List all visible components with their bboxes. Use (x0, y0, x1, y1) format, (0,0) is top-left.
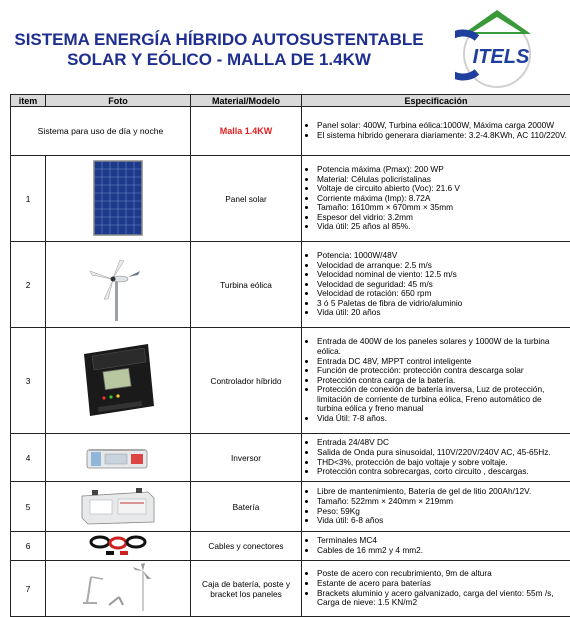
summary-model: Malla 1.4KW (191, 107, 302, 156)
table-row (11, 242, 570, 328)
spec-item: • Protección contra carga de la batería. (317, 376, 567, 386)
row-item-number: 1 (11, 156, 46, 242)
row-model: Turbina eólica (191, 242, 302, 328)
row-model: Inversor (191, 434, 302, 482)
row-model: Panel solar (191, 156, 302, 242)
row-specs (302, 482, 570, 532)
row-model: Caja de batería, poste y bracket los paneles (191, 561, 302, 617)
document-header (0, 0, 570, 92)
inverter-photo (46, 434, 191, 482)
spec-item: • Vida útil: 20 años (317, 308, 567, 318)
table-row (11, 482, 570, 532)
row-specs (302, 561, 570, 617)
row-specs (302, 156, 570, 242)
pole-bracket-icon (73, 563, 163, 613)
summary-row (11, 107, 570, 156)
spec-item: • Velocidad de rotación: 650 rpm (317, 289, 567, 299)
spec-item: • Potencia: 1000W/48V (317, 251, 567, 261)
itels-logo (455, 8, 539, 90)
row-model: Batería (191, 482, 302, 532)
spec-item: • Tamaño: 1610mm × 670mm × 35mm (317, 203, 567, 213)
controller-photo (46, 328, 191, 434)
row-specs (302, 532, 570, 561)
battery-icon (78, 486, 158, 526)
spec-item: • Material: Células policristalinas (317, 175, 567, 185)
spec-item: • Velocidad nominal de viento: 12.5 m/s (317, 270, 567, 280)
row-item-number: 7 (11, 561, 46, 617)
cables-icon (88, 533, 148, 557)
spec-item: • Protección contra sobrecargas, corto circuito , descargas. (317, 467, 567, 477)
wind-turbine-icon (86, 247, 150, 321)
spec-item: • 3 ó 5 Paletas de fibra de vidrio/aluminio (317, 299, 567, 309)
title-line-2: SOLAR Y EÓLICO - MALLA DE 1.4KW (4, 50, 434, 70)
pole-bracket-photo (46, 561, 191, 617)
row-item-number: 5 (11, 482, 46, 532)
row-specs (302, 434, 570, 482)
spec-item: • Velocidad de seguridad: 45 m/s (317, 280, 567, 290)
battery-photo (46, 482, 191, 532)
table-row (11, 434, 570, 482)
cables-photo (46, 532, 191, 561)
spec-item: • Tamaño: 522mm × 240mm × 219mm (317, 497, 567, 507)
table-row (11, 532, 570, 561)
spec-item: • Poste de acero con recubrimiento, 9m de altura (317, 569, 567, 579)
spec-item: • Entrada DC 48V, MPPT control inteligente (317, 357, 567, 367)
spec-item: • Potencia máxima (Pmax): 200 WP (317, 165, 567, 175)
row-model: Cables y conectores (191, 532, 302, 561)
specification-table (10, 94, 570, 617)
spec-item: • Terminales MC4 (317, 536, 567, 546)
spec-item: • Velocidad de arranque: 2.5 m/s (317, 261, 567, 271)
summary-specs (302, 107, 570, 156)
row-item-number: 4 (11, 434, 46, 482)
spec-item: • Cables de 16 mm2 y 4 mm2. (317, 546, 567, 556)
table-row (11, 561, 570, 617)
spec-item: • Entrada de 400W de los paneles solares y 1000W de la turbina eólica. (317, 337, 567, 356)
header-spec: Especificación (302, 95, 570, 107)
row-item-number: 3 (11, 328, 46, 434)
spec-item: • Espesor del vidrio: 3.2mm (317, 213, 567, 223)
spec-item: • Vida útil: 25 años al 85%. (317, 222, 567, 232)
row-item-number: 2 (11, 242, 46, 328)
wind-turbine-photo (46, 242, 191, 328)
header-photo: Foto (46, 95, 191, 107)
hybrid-controller-icon (78, 340, 158, 420)
spec-item: • Brackets aluminio y acero galvanizado, carga del viento: 55m /s, Carga de nieve: 1.5 KN/m2 (317, 589, 567, 608)
spec-item: • Salida de Onda pura sinusoidal, 110V/220V/240V AC, 45-65Hz. (317, 448, 567, 458)
spec-item: • Vida Útil: 7-8 años. (317, 414, 567, 424)
spec-item: • Libre de mantenimiento, Batería de gel de litio 200Ah/12V. (317, 487, 567, 497)
table-row (11, 328, 570, 434)
spec-item: • Estante de acero para baterías (317, 579, 567, 589)
summary-label: Sistema para uso de día y noche (11, 107, 191, 156)
spec-item: • Entrada 24/48V DC (317, 438, 567, 448)
document-title (4, 30, 434, 70)
title-line-1: SISTEMA ENERGÍA HÍBRIDO AUTOSUSTENTABLE (4, 30, 434, 50)
spec-item: • Vida útil: 6-8 años (317, 516, 567, 526)
row-model: Controlador híbrido (191, 328, 302, 434)
inverter-icon (85, 442, 151, 472)
solar-panel-photo (46, 156, 191, 242)
spec-item: • El sistema híbrido generara diariamente: 3.2-4.8KWh, AC 110/220V. (317, 131, 567, 141)
solar-panel-icon (93, 160, 143, 236)
spec-item: • Peso: 59Kg (317, 507, 567, 517)
spec-item: • Protección de conexión de batería inversa, Luz de protección, limitación de corriente de turbina eólica, Freno automático de turbina eólica y freno manual (317, 385, 567, 414)
spec-item: • THD<3%, protección de bajo voltaje y sobre voltaje. (317, 458, 567, 468)
spec-item: • Corriente máxima (Imp): 8.72A (317, 194, 567, 204)
spec-item: • Panel solar: 400W, Turbina eólica:1000W, Máxima carga 2000W (317, 121, 567, 131)
table-header-row (11, 95, 570, 107)
spec-item: • Función de protección: protección contra descarga solar (317, 366, 567, 376)
row-item-number: 6 (11, 532, 46, 561)
header-model: Material/Modelo (191, 95, 302, 107)
row-specs (302, 328, 570, 434)
spec-item: • Voltaje de circuito abierto (Voc): 21.6 V (317, 184, 567, 194)
row-specs (302, 242, 570, 328)
header-item: item (11, 95, 46, 107)
logo-text: ITELS (473, 46, 530, 68)
table-row (11, 156, 570, 242)
